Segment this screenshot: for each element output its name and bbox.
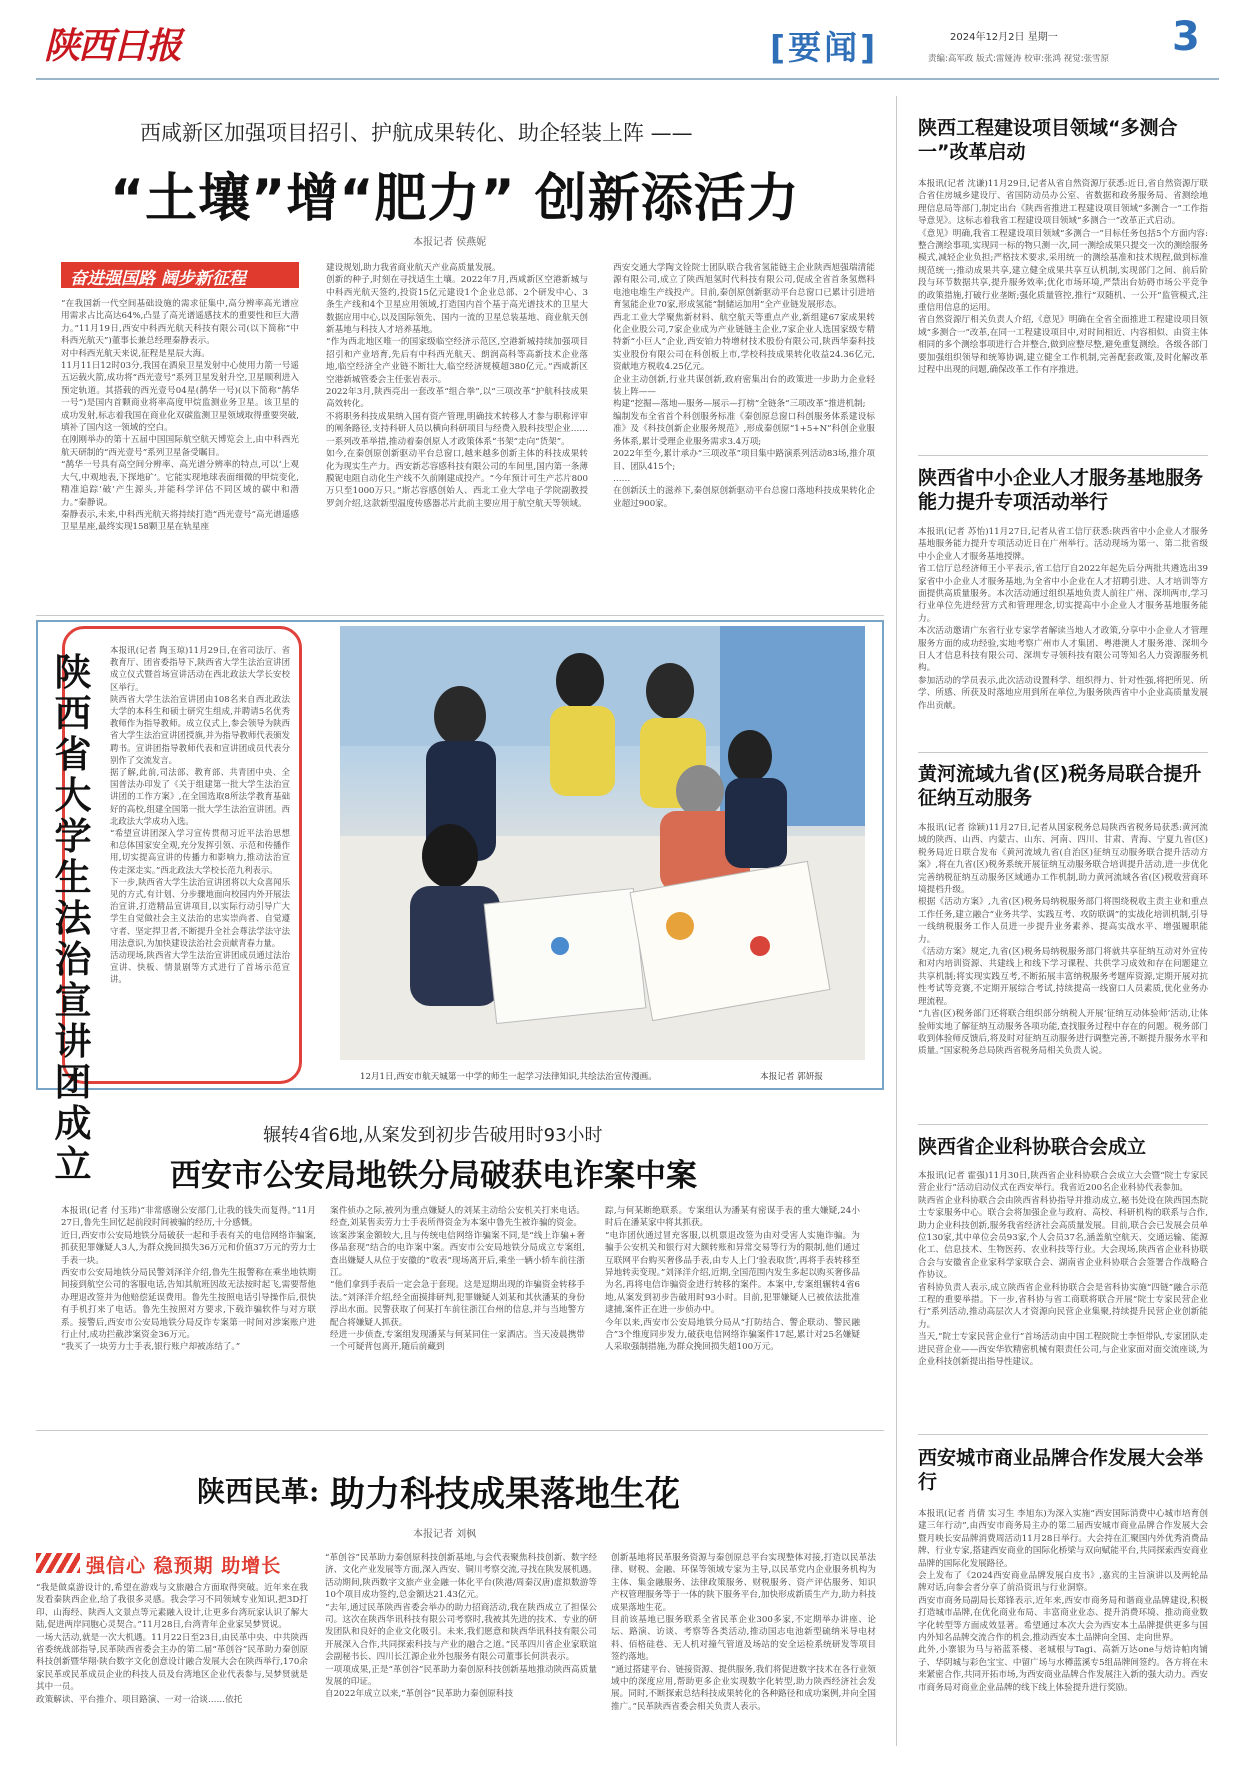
brief-headline-1: 陕西工程建设项目领域“多测合一”改革启动 (918, 117, 1178, 163)
newspaper-logo: 陕西日报 (44, 25, 181, 67)
students-drawing-photo (340, 626, 865, 1060)
bottom-story-headline: 助力科技成果落地生花 (330, 1475, 681, 1515)
top-story-column-3: 西安交通大学陶文铨院士团队联合我省氢能链主企业陕西旭强瑞清能源有限公司,成立了陕西旭氢时代科技有限公司,促成全省首条氢燃料电池电堆生产线投产。目前,秦创原创新驱动平台总窗口已累计引进培育氢能企业70家,形成氢能“制储运加用”全产业链发展形态。 西北工业大学聚焦新材料、航空航天等重点产业,新组建67家成果转化企业股公司,7家企业成为产业链链主企业,7家企业人选国家级专精特新“小巨人”企业,西安铂力特增材技术股份有限公司,陕西华秦科技实业股份有限公司在科创板上市,学校科技成果转化收益24.36亿元,资献地方税收4.25亿元。 企业主动创新,行业共谋创新,政府密集出台的政策进一步助力企业轻装上阵—— 构建“挖掘—落地—服务—展示—打榜”全链条“三项改革”推进机制; 编制发布全省首个科创服务标准《秦创原总窗口科创服务体系建设标准》及《科技创新企业服务规范》,形成秦创原“1+5+N”科创企业服务体系,累计受理企业服务需求3.4万项; 2022年至今,累计承办“三项改革”项目集中路演系列活动83场,推介项目、团队415个; …… 在创新沃土的滋养下,秦创原创新驱动平台总窗口落地科技成果转化企业超过900家。 (613, 263, 875, 509)
brief-headline-3: 黄河流域九省(区)税务局联合提升征纳互动服务 (918, 763, 1202, 809)
page-number: 3 (1172, 14, 1200, 60)
photo-credit: 本报记者 郭妍报 (760, 1072, 823, 1082)
metro-story-column-3: 踪,与何某断绝联系。专案组认为潘某有密谋手表的重大嫌疑,24小时后在潘某家中将其抓获。 “电诈团伙通过冒充客服,以机票退改签为由对受害人实施诈骗。为骗手公安机关和银行对大额转账和异常交易等行为的限制,他们通过互联网平台购买奢侈品手表,由专人上门‘验表取货’,再将手表转移至异地转卖变现。”刘泽洋介绍,近期,全国范围内发生多起以购买奢侈品为名,再将电信诈骗资金进行转移的案件。本案中,专案组辗转4省6地,从案发到初步告破用时93小时。目前,犯罪嫌疑人已被依法批准逮捕,案件正在进一步侦办中。 今年以来,西安市公安局地铁分局从“打防结合、警企联动、警民融合”3个维度同步发力,破获电信网络诈骗案件17起,累计对25名嫌疑人采取强制措施,为群众挽回损失超100万元。 (605, 1206, 860, 1353)
law-story-headline: 陕西省大学生法治宣讲团成立 (54, 651, 92, 1186)
campaign-banner-text: 奋进强国路 阔步新征程 (70, 269, 246, 289)
top-story-byline: 本报记者 侯燕妮 (413, 237, 487, 248)
bottom-campaign-banner: 强信心 稳预期 助增长 (86, 1555, 282, 1577)
issue-date: 2024年12月2日 星期一 (950, 32, 1058, 43)
masthead-rule (36, 78, 1219, 80)
bottom-story-prefix: 陕西民革: (197, 1475, 320, 1508)
metro-story-column-2: 案件侦办之际,被列为重点嫌疑人的刘某主动给公安机关打来电话。经查,刘某售卖劳力士手表所得资金为本案中鲁先生被诈骗的资金。 该案涉案金额较大,且与传统电信网络诈骗案不同,是“线上诈骗+奢侈品套现”结合的电诈案中案。西安市公安局地铁分局成立专案组,查出嫌疑人从位于安徽的“收表”现场离开后,乘坐一辆小轿车前往浙江。 “他们拿到手表后一定会急于套现。这是逗期出现的诈骗资金转移手法。”刘泽洋介绍,经全面摸排研判,犯罪嫌疑人刘某和其伙潘某的身份浮出水面。民警获取了何某打车前往浙江台州的信息,并与当地警方配合将嫌疑人抓获。 经进一步侦查,专案组发现潘某与何某同住一家酒店。当天凌晨携带一个可疑背包离开,随后前藏到 (330, 1206, 585, 1353)
brief-body-4: 本报讯(记者 霍强)11月30日,陕西省企业科协联合会成立大会暨“院士专家民营企业行”活动启动仪式在西安举行。我省近200名企业科协代表参加。 陕西省企业科协联合会由陕西省科协指导并推动成立,秘书处设在陕西国杰院士专家服务中心。联合会将加强企业与政府、高校、科研机构的联系与合作,助力企业科技创新,服务我省经济社会高质量发展。目前,联合会已发展会员单位130家,其中单位会员93家,个人会员37名,涵盖航空航天、交通运输、能源化工、信息技术、生物医药、农业科技等行业。大会现场,陕西省企业科协联合会与安徽省企业家科学家联合会、湖南省企业科协联合会签署合作战略合作协议。 省科协负责人表示,成立陕西省企业科协联合会是省科协实施“四链”融合示范工程的重要举措。下一步,省科协与省工商联将联合开展“院士专家民营企业行”系列活动,推动高层次人才资源向民营企业集聚,持续提升民营企业创新能力。 当天,“院士专家民营企业行”首场活动由中国工程院院士李恒带队,专家团队走进民营企业——西安华钦精密机械有限责任公司,与企业家面对面交流座谈,为企业科技创新提出指导性建议。 (918, 1171, 1208, 1368)
brief-divider (918, 1124, 1208, 1125)
section-rule (36, 615, 884, 616)
section-label: [要闻] (770, 28, 879, 67)
banner-stripes (36, 1553, 80, 1573)
bottom-story-byline: 本报记者 刘枫 (413, 1529, 477, 1540)
brief-body-2: 本报讯(记者 苏怡)11月27日,记者从省工信厅获悉:陕西省中小企业人才服务基地服务能力提升专项活动近日在广州举行。活动现场为第一、第二批省级中小企业人才服务基地授牌。 省工信厅总经济师王小平表示,省工信厅自2022年起先后分两批共遴选出39家省中小企业人才服务基地,为全省中小企业在人才招聘引进、人才培训等方面提供高质量服务。本次活动通过组织基地负责人前往广州、深圳两市,学习行业单位先进经营方式和管理理念,切实提高中小企业人才服务基地服务能力。 本次活动邀请广东省行业专家学者解读当地人才政策,分享中小企业人才管理服务方面的成功经验,实地考察广州市人才集团、粤港澳人才服务港、深圳今日人才信息科技有限公司、深圳专寻领科技有限公司等知名人力资源服务机构。 参加活动的学员表示,此次活动设置科学、组织得力、针对性强,将把所见、所学、所感、所获及时落地应用到所在单位,为服务陕西省中小企业高质量发展作出贡献。 (918, 527, 1208, 711)
photo-caption: 12月1日,西安市航天城第一中学的师生一起学习法律知识,共绘法治宣传漫画。 (360, 1072, 657, 1082)
brief-body-3: 本报讯(记者 徐颖)11月27日,记者从国家税务总局陕西省税务局获悉:黄河流域的陕西、山西、内蒙古、山东、河南、四川、甘肃、青海、宁夏九省(区)税务局近日联合发布《黄河流域九省(自治区)征纳互动服务联合提升活动方案》,将在九省(区)税务系统开展征纳互动服务联合培训提升活动,进一步优化完善纳税征纳互动服务区域通办工作机制,助力黄河流域各省(区)税收营商环境提档升级。 根据《活动方案》,九省(区)税务局纳税服务部门将围绕税收主责主业和重点工作任务,建立融合“业务共学、实践互考、攻防联调”的实战化培训机制,引导一线纳税服务工作人员进一步提升业务素养、提高实战水平、增强履职能力。 《活动方案》规定,九省(区)税务局纳税服务部门将就共享征纳互动对外宣传和对内培训资源、共建线上和线下学习课程、共供学习成效和存在问题建立共享机制;将实现实践互考,不断拓展丰富纳税服务考题库资源,定期开展对抗性考试等竞赛,不定期开展综合考试,持续提高一线窗口人员素质,优化业务办理流程。 “九省(区)税务部门还将联合组织部分纳税人开展‘征纳互动体验师’活动,让体验师实地了解征纳互动服务各项功能,查找服务过程中存在的问题。税务部门收到体验师反馈后,将及时对征纳互动服务进行调整完善,不断提升服务水平和质量。”国家税务总局陕西省税务局相关负责人说。 (918, 823, 1208, 1057)
law-story-body: 本报讯(记者 陶玉琼)11月29日,在省司法厅、省教育厅、团省委指导下,陕西省大学生法治宣讲团成立仪式暨首场宣讲活动在西北政法大学长安校区举行。 陕西省大学生法治宣讲团由108名来自西北政法大学的本科生和硕士研究生组成,并聘请5名优秀教师作为指导教师。成立仪式上,参会领导为陕西省大学生法治宣讲团授旗,并为指导教师代表颁发聘书。宣讲团指导教师代表和宣讲团成员代表分别作了交流发言。 据了解,此前,司法部、教育部、共青团中央、全国普法办印发了《关于组建第一批大学生法治宣讲团的工作方案》,在全国选取8所法学教育基础好的高校,组建全国第一批大学生法治宣讲团。西北政法大学成功入选。 “希望宣讲团深入学习宣传贯彻习近平法治思想和总体国家安全观,充分发挥引领、示范和传播作用,切实提高宣讲的传播力和影响力,推动法治宣传走深走实。”西北政法大学校长范九利表示。 下一步,陕西省大学生法治宣讲团将以大众喜闻乐见的方式,有计划、分步骤地面向校园内外开展法治宣讲,打造精品宣讲项目,以实际行动引导广大学生自觉做社会主义法治的忠实崇尚者、自觉遵守者、坚定捍卫者,不断提升全社会尊法学法守法用法意识,为加快建设法治社会贡献青春力量。 活动现场,陕西省大学生法治宣讲团成员通过法治宣讲、快板、情景剧等方式进行了首场示范宣讲。 (110, 645, 290, 985)
brief-body-1: 本报讯(记者 沈谦)11月29日,记者从省自然资源厅获悉:近日,省自然资源厅联合省住房城乡建设厅、省国防动员办公室、省数据和政务服务局、省测绘地理信息局等部门,制定出台《陕西省推进工程建设项目领域“多测合一”工作指导意见》。这标志着我省工程建设项目领域“多测合一”改革正式启动。 《意见》明确,我省工程建设项目领域“多测合一”目标任务包括5个方面内容:整合测绘事项,实现同一标的物只测一次,同一测绘成果只提交一次的测绘服务模式,减轻企业负担;严格技术要求,采用统一的测绘基准和技术规程,做到标准规范统一;推动成果共享,建立健全成果共享互认机制,实现部门之间、前后阶段与环节数据共享,提升服务效率;优化市场环境,严禁出台妨碍市场公平竞争的政策措施,打破行业垄断;强化质量管控,推行“双随机、一公开”监管模式,注重信用信息的运用。 省自然资源厅相关负责人介绍,《意见》明确在全省全面推进工程建设项目领域“多测合一”改革,在同一工程建设项目中,对时间相近、内容相似、由资主体相同的多个测绘事项进行合并整合,做到应整尽整,避免重复测绘。各级各部门要加强组织领导和统筹协调,建立健全工作机制,完善配套政策,及时化解改革过程中出现的问题,确保改革工作有序推进。 (918, 179, 1208, 376)
top-story-column-1: “在我国新一代空间基础设施的需求征集中,高分辨率高光谱应用需求占比高达64%,凸显了高光谱遥感技术的重要性和巨大潜力。”11月19日,西安中科西光航天科技有限公司(以下简称“中科西光航天”)董事长兼总经理秦静表示。 对中科西光航天来说,征程是星辰大海。 11月11日12时03分,我国在酒泉卫星发射中心使用力箭一号遥五运载火箭,成功将“西光壹号”系列卫星发射升空,卫星顺利进入预定轨道。其搭载的西光壹号04星(鹊华一号)(以下简称“鹊华一号”)是国内首颗商业将率高度甲烷监测业务卫星。该卫星的成功发射,标志着我国在商业化双碳监测卫星领域取得重要突破,填补了国内这一领域的空白。 在刚刚举办的第十五届中国国际航空航天博览会上,由中科西光航天研制的“西光壹号”系列卫星备受瞩目。 “鹊华一号具有高空间分辨率、高光谱分辨率的特点,可以‘上观大气,中观地表,下探地矿’。它能实现地球表面细微的甲烷变化,精准追踪‘破’产生源头,并能科学评估不同区域的碳中和潜力。”秦静说。 秦静表示,未来,中科西光航天将持续打造“西光壹号”高光谱遥感卫星星座,最终实现158颗卫星在轨星座 (61, 299, 299, 533)
brief-body-5: 本报讯(记者 肖倩 实习生 李旭东)为深入实施“西安国际消费中心城市培育创建三年行动”,由西安市商务局主办的第二届西安城市商业品牌合作发展大会暨月映长安品牌消费周活动11月28日举行。大会持在汇聚国内外优秀消费品牌、行业专家,搭建西安商业的国际化桥梁与双向赋能平台,共同探索西安商业品牌的国际化发展路径。 会上发布了《2024西安商业品牌发展白皮书》,嘉宾的主旨演讲以及两轮品牌对话,向参会者分享了前沿资讯与行业洞察。 西安市商务局副局长郑锋表示,近年来,西安市商务局和谐商业品牌建设,积极打造城市品牌,在优化商业布局、丰富商业业态、提升消费环境、推动商业数字化转型等方面成效显著。希望通过本次大会为西安本土品牌提供更多与国内外知名品牌交流合作的机会,推动西安本土品牌向全国、走向世界。 此外,小寨银为马与裕蓝茶楼、老城根与Tagi、高新万达one与焙诗帕肉铺子、华阴城与彩色宝宝、中留广场与水樽蓝溪专5组品牌间签约。各方将在未来紧密合作,共同开拓市场,为西安商业品牌合作发展注入新的强大动力。西安市商务局对商业企业品牌的线下线上体验提升进行奖励。 (918, 1509, 1208, 1693)
top-story-column-2: 建设规划,助力我省商业航天产业高质量发展。 创新的种子,时刻在寻找适生土壤。2022年7月,西咸新区空港新城与中科西光航天签约,投资15亿元建设1个企业总部、2个研发中心、3条生产线和4个卫星应用领域,打造国内首个基于高光谱技术的卫星大数据应用中心,以及国际领先、国内一流的卫星总装基地、商业航天创新基地与科技人才培养基地。 “作为西北地区唯一的国家级临空经济示范区,空港新城持续加强项目招引和产业培育,先后有中科西光航天、朗润高科等高新技术企业落地,临空经济全产业链不断壮大,临空经济规模超380亿元。”西咸新区空港新城管委会主任张岩表示。 2022年3月,陕西亮出一套改革“组合拳”,以“三项改革”护航科技成果高效转化。 不将职务科技成果纳入国有资产管理,明确技术转移人才参与职称评审的阐条路径,支持科研人员以横向科研项目与经费入股科技型企业……一系列改革举措,推动着秦创原人才政策体系“书架”走向“货架”。 如今,在秦创原创新驱动平台总窗口,越来越多创新主体的科技成果转化为现实生产力。西安新芯容感科技有限公司的车间里,国内第一条薄膜铌电阻自动化生产线不久前刚建成投产。“今年预计可生产芯片800万只至1000万只。”斯芯容感创始人、西北工业大学电子学院副教授罗剑介绍,这款新型温度传感器芯片此前主要应用于航空航天等领域。 (326, 263, 588, 509)
top-story-kicker: 西咸新区加强项目招引、护航成果转化、助企轻装上阵 —— (140, 121, 693, 145)
brief-headline-5: 西安城市商业品牌合作发展大会举行 (918, 1447, 1204, 1493)
metro-story-column-1: 本报讯(记者 付玉玮)“非常感谢公安部门,让我的钱失而复得。”11月27日,鲁先生回忆起前段时间被骗的经历,十分感慨。 近日,西安市公安局地铁分局破获一起和手表有关的电信网络诈骗案,抓获犯罪嫌疑人3人,为群众挽回损失36万元和价值37万元的劳力士手表一块。 西安市公安局地铁分局民警刘泽洋介绍,鲁先生报警称在乘坐地铁期间接到航空公司的客服电话,告知其航班因故无法按时起飞,需要帮他办理退改签并为他赔偿延误费用。鲁先生按照电话引导操作后,很快有手机打来了电话。鲁先生按照对方要求,下载诈骗软件与对方联系。接警后,西安市公安局地铁分局反诈专案第一时间对涉案账户进行止付,成功拦截涉案资金36万元。 “我买了一块劳力士手表,银行账户却被冻结了。” (61, 1206, 316, 1353)
editor-credits: 责编:高军政 版式:雷娅涛 校审:张鸿 视觉:张雪原 (928, 54, 1110, 64)
bottom-story-column-3: 创新基地将民革服务资源与秦创原总平台实现整体对接,打造以民革法律、财税、金融、环保等领域专家为主导,以民革党内企业服务机构为主体、集金融服务、法律政策服务、财税服务、资产评估服务、知识产权管理服务等于一体的陕下服务平台,加快形成新质生产力,助力科技成果落地生花。 目前该基地已服务联系全省民革企业300多家,不定期举办讲座、论坛、路演、访谈、考察等各类活动,推动国志电池新型硫纳米导电材料、佰格硅巷、无人机对撞气管道及场站的安全运检系统研发等项目签约落地。 “通过搭建平台、链接资源、提供服务,我们将促进数字技术在各行业领域中的深度应用,帮助更多企业实现数字化转型,助力陕西经济社会发展。同时,不断探索总结科技成果转化的各种路径和成功案例,并向全国推广。”民革陕西省委会相关负责人表示。 (611, 1553, 876, 1712)
metro-story-kicker: 辗转4省6地,从案发到初步告破用时93小时 (263, 1125, 603, 1146)
brief-headline-2: 陕西省中小企业人才服务基地服务能力提升专项活动举行 (918, 467, 1204, 513)
brief-divider (918, 752, 1208, 753)
bottom-story-column-1: “我是做桌游设计的,希望在游戏与文旅融合方面取得突破。近年来在我发看秦陕西企业,给了我很多灵感。我会学习不同领域专业知识,把3D打印、山海经、陕西人文景点等元素融入设计,让更多台湾玩家认识了解大陆,促进两岸同胞心灵契合。”11月28日,台湾青年企业家吴梦贤说。 一场大活动,就是一次大机遇。11月22日至23日,由民革中央、中共陕西省委统战部指导,民革陕西省委会主办的第二届“革创谷”民革助力秦创原科技创新暨华翔·陕台数字文化创意设计融合发展大会在陕西举行,170余家民革或民革成员企业的科技人员及台湾地区企业代表参与,吴梦贤就是其中一员。 政策解读、平台推介、项目路演、一对一洽谈……依托 (36, 1583, 308, 1705)
metro-story-headline: 西安市公安局地铁分局破获电诈案中案 (170, 1158, 697, 1194)
brief-divider (918, 455, 1208, 456)
brief-headline-4: 陕西省企业科协联合会成立 (918, 1136, 1147, 1158)
section-rule (36, 1430, 884, 1431)
top-story-headline: “土壤”增“肥力” 创新添活力 (110, 169, 800, 229)
news-photo (340, 626, 865, 1060)
bottom-story-column-2: “革创谷”民革助力秦创原科技创新基地,与会代表聚焦科技创新、数字经济、文化产业发展等方面,深入西安、铜川考察交流,寻找在陕发展机遇。活动期间,陕西数字文旅产业金融一体化平台(陕港/周秦汉唐)虚拟数游等10个项目成功签约,总金额达21.43亿元。 “去年,通过民革陕西省委会举办的助力招商活动,我在陕西成立了担保公司。这次在陕西华讯科技有限公司考察时,我被其先进的技术、专业的研发团队和良好的企业文化吸引。未来,我们愿意和陕西华讯科技有限公司开展深入合作,共同探索科技与产业的融合之道。”民革四川省企业家联谊会副秘书长、四川长江源企业外包服务有限公司董事长何洪表示。 一项项成果,正是“革创谷”民革助力秦创原科技创新基地推动陕西高质量发展的印证。 自2022年成立以来,“革创谷”民革助力秦创原科技 (325, 1553, 597, 1700)
brief-divider (918, 1434, 1208, 1435)
column-divider (896, 96, 897, 1746)
